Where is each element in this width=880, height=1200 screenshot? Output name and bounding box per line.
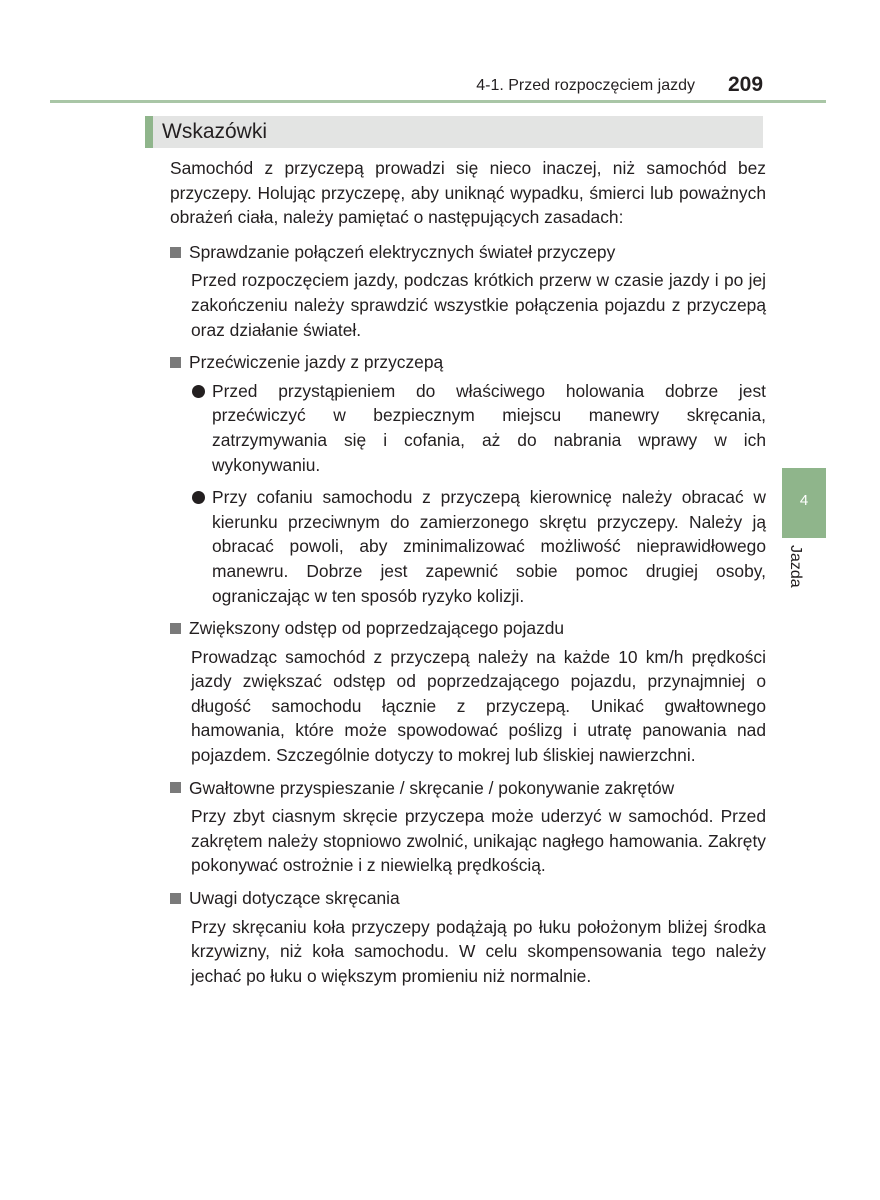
round-bullet-icon: [192, 385, 205, 398]
square-bullet-icon: [170, 623, 181, 634]
square-bullet-icon: [170, 357, 181, 368]
bullet-text: Przy cofaniu samochodu z przyczepą kierownicę należy obracać w kierunku przeciwnym do zamierzonego skrętu przyczepy. Należy ją obracać powoli, aby zminimalizować możliwość nieprawidłowego manewru. Dobrze jest zapewnić sobie pomoc drugiej osoby, ograniczając w ten sposób ryzyko kolizji.: [212, 487, 766, 606]
chapter-tab-number: 4: [799, 492, 809, 509]
topic-heading: [170, 776, 766, 801]
chapter-tab-label: Jazda: [787, 545, 804, 588]
topic-heading: [170, 886, 766, 911]
round-bullet-icon: [192, 491, 205, 504]
bullet-list: [192, 379, 766, 608]
topic-title: Gwałtowne przyspieszanie / skręcanie / pokonywanie zakrętów: [189, 777, 675, 798]
main-content: [170, 156, 766, 996]
chapter-title: 4-1. Przed rozpoczęciem jazdy: [476, 77, 695, 94]
page-number: 209: [728, 73, 764, 96]
square-bullet-icon: [170, 247, 181, 258]
topic-practice: [170, 350, 766, 608]
section-intro: Samochód z przyczepą prowadzi się nieco inaczej, niż samochód bez przyczepy. Holując przyczepę, aby uniknąć wypadku, śmierci lub poważnych obrażeń ciała, należy pamiętać o następujących zasadach:: [170, 158, 766, 228]
square-bullet-icon: [170, 782, 181, 793]
topic-heading: [170, 616, 766, 641]
topic-electrical-check: [170, 240, 766, 342]
list-item: [192, 485, 766, 608]
topic-following-distance: [170, 616, 766, 768]
header-divider: [50, 100, 826, 103]
topic-title: Przećwiczenie jazdy z przyczepą: [189, 352, 444, 373]
topic-heading: [170, 240, 766, 265]
section-heading-accent: [145, 116, 153, 148]
topic-title: Uwagi dotyczące skręcania: [189, 888, 400, 909]
topic-sudden-maneuvers: [170, 776, 766, 878]
list-item: [192, 379, 766, 477]
square-bullet-icon: [170, 893, 181, 904]
topic-heading: [170, 350, 766, 375]
section-title: Wskazówki: [162, 120, 268, 143]
topic-title: Sprawdzanie połączeń elektrycznych świateł przyczepy: [189, 241, 616, 262]
topic-body: Przed rozpoczęciem jazdy, podczas krótkich przerw w czasie jazdy i po jej zakończeniu należy sprawdzić wszystkie połączenia pojazdu z przyczepą oraz działanie świateł.: [191, 270, 766, 340]
topic-body: Prowadząc samochód z przyczepą należy na każde 10 km/h prędkości jazdy zwiększać odstęp od poprzedzającego pojazdu, przynajmniej o długość samochodu łącznie z przyczepą. Unikać gwałtownego hamowania, które może spowodować poślizg i utratę panowania nad pojazdem. Szczególnie dotyczy to mokrej lub śliskiej nawierzchni.: [191, 646, 766, 766]
bullet-text: Przed przystąpieniem do właściwego holowania dobrze jest przećwiczyć w bezpiecznym miejscu manewry skręcania, zatrzymywania się i cofania, aż do nabrania wprawy w ich wykonywaniu.: [212, 380, 766, 475]
topic-turning-notes: [170, 886, 766, 988]
topic-title: Zwiększony odstęp od poprzedzającego pojazdu: [189, 618, 565, 639]
topic-body: Przy zbyt ciasnym skręcie przyczepa może uderzyć w samochód. Przed zakrętem należy stopniowo zwolnić, unikając nagłego hamowania. Zakręty pokonywać ostrożnie i z niewielką prędkością.: [191, 806, 766, 876]
topic-body: Przy skręcaniu koła przyczepy podążają po łuku położonym bliżej środka krzywizny, niż koła samochodu. W celu skompensowania tego należy jechać po łuku o większym promieniu niż normalnie.: [191, 916, 766, 986]
